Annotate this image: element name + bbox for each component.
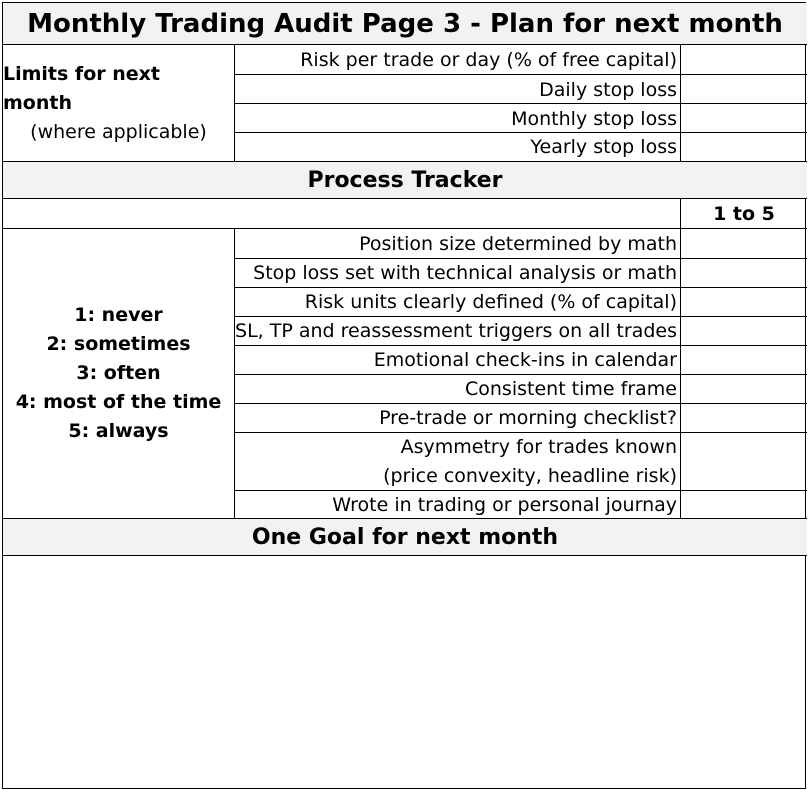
- limit-value-yearly[interactable]: [681, 133, 807, 161]
- tracker-score-emotional[interactable]: [681, 346, 807, 374]
- tracker-item-time-frame: Consistent time frame: [465, 378, 677, 400]
- limit-value-daily[interactable]: [681, 75, 807, 104]
- asymmetry-line-2: (price convexity, headline risk): [383, 464, 677, 487]
- limit-row-yearly: Yearly stop loss: [530, 136, 677, 158]
- tracker-score-position-size[interactable]: [681, 229, 807, 258]
- limit-row-monthly: Monthly stop loss: [511, 107, 677, 130]
- tracker-item-emotional: Emotional check-ins in calendar: [373, 349, 677, 371]
- tracker-score-checklist[interactable]: [681, 404, 807, 432]
- page-title: Monthly Trading Audit Page 3 - Plan for next month: [3, 3, 807, 45]
- limit-row-daily: Daily stop loss: [539, 78, 677, 101]
- tracker-score-risk-units[interactable]: [681, 288, 807, 316]
- tracker-item-checklist: Pre-trade or morning checklist?: [379, 407, 677, 429]
- scale-4: 4: most of the time: [15, 391, 222, 413]
- tracker-score-journal[interactable]: [681, 491, 807, 518]
- tracker-item-journal: Wrote in trading or personal journay: [332, 493, 677, 516]
- score-header: 1 to 5: [713, 202, 775, 225]
- tracker-item-stop-loss: Stop loss set with technical analysis or math: [253, 262, 677, 284]
- scale-2: 2: sometimes: [46, 333, 191, 355]
- limits-label-block: [3, 45, 234, 161]
- goal-input-area[interactable]: [3, 556, 807, 788]
- tracker-item-risk-units: Risk units clearly defined (% of capital): [304, 291, 677, 313]
- scale-5: 5: always: [68, 420, 169, 442]
- limits-label: Limits for next month: [3, 62, 160, 114]
- limit-value-monthly[interactable]: [681, 104, 807, 133]
- tracker-score-asymmetry[interactable]: [681, 433, 807, 490]
- tracker-item-asymmetry: [235, 433, 681, 490]
- process-tracker-header: Process Tracker: [3, 162, 807, 198]
- goal-header: One Goal for next month: [3, 519, 807, 555]
- scale-legend: [3, 229, 234, 518]
- scale-3: 3: often: [76, 362, 161, 384]
- audit-sheet: [2, 2, 806, 789]
- asymmetry-line-1: Asymmetry for trades known: [400, 435, 677, 458]
- tracker-score-time-frame[interactable]: [681, 375, 807, 403]
- scale-1: 1: never: [74, 304, 163, 326]
- limits-sublabel: (where applicable): [30, 120, 207, 143]
- tracker-item-triggers: SL, TP and reassessment triggers on all trades: [235, 320, 677, 342]
- limit-value-risk[interactable]: [681, 45, 807, 74]
- tracker-score-triggers[interactable]: [681, 317, 807, 345]
- limit-row-risk: Risk per trade or day (% of free capital): [300, 48, 677, 71]
- tracker-score-stop-loss[interactable]: [681, 259, 807, 287]
- tracker-item-position-size: Position size determined by math: [359, 232, 677, 255]
